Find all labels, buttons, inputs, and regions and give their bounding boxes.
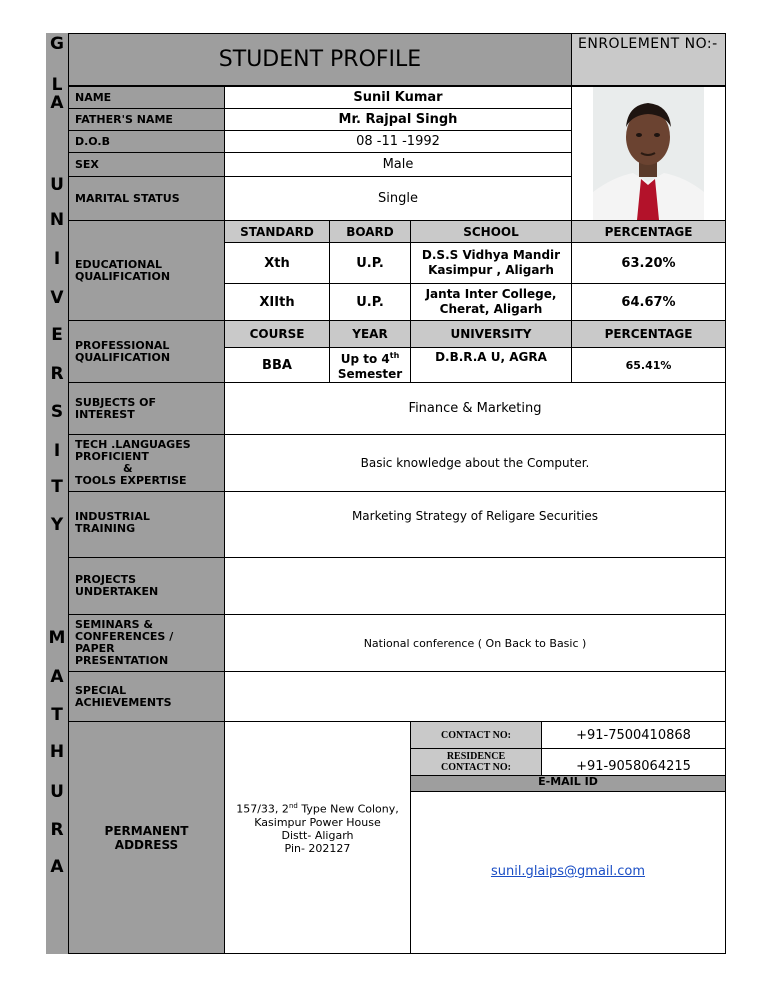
- edu-row1-standard: Xth: [224, 242, 330, 284]
- label-marital-status: MARITAL STATUS: [68, 176, 225, 221]
- email-label: E-MAIL ID: [410, 775, 726, 792]
- address-line1-post: Type New Colony,: [297, 802, 399, 816]
- prof-percentage: 65.41%: [571, 347, 726, 383]
- email-link[interactable]: sunil.glaips@gmail.com: [490, 864, 646, 879]
- label-prof-line2: QUALIFICATION: [75, 350, 171, 364]
- label-tech-line3: &: [123, 462, 133, 475]
- address-line4: Pin- 202127: [284, 841, 351, 855]
- label-spec-line1: SPECIAL: [75, 683, 127, 697]
- side-letter: L: [51, 75, 63, 95]
- side-letter: U: [50, 782, 64, 802]
- side-letter: S: [50, 402, 64, 422]
- label-projects-undertaken: [68, 557, 225, 615]
- value-seminars: National conference ( On Back to Basic ): [224, 614, 726, 672]
- residence-label-line1: RESIDENCE: [446, 751, 506, 762]
- edu-header-standard: STANDARD: [224, 220, 330, 243]
- edu-row2-school: [410, 283, 572, 321]
- residence-label-line2: CONTACT NO:: [441, 762, 511, 773]
- prof-header-course: COURSE: [224, 320, 330, 348]
- address-block: [226, 800, 409, 855]
- value-name: Sunil Kumar: [224, 86, 572, 109]
- side-letter: G: [50, 34, 64, 54]
- side-letter: A: [50, 667, 64, 687]
- label-ind-line2: TRAINING: [75, 522, 136, 535]
- value-sex: Male: [224, 152, 572, 177]
- label-perm-line2: ADDRESS: [114, 837, 179, 852]
- edu-header-board: BOARD: [329, 220, 411, 243]
- side-letter: T: [51, 705, 63, 725]
- label-subj-line1: SUBJECTS OF: [75, 395, 157, 409]
- label-perm-line1: PERMANENT: [104, 823, 189, 838]
- edu-row1-school-line1: D.S.S Vidhya Mandir: [421, 248, 561, 262]
- page-title-text: STUDENT PROFILE: [218, 47, 422, 72]
- label-special-achievements: [68, 671, 225, 722]
- label-prof-line1: PROFESSIONAL: [75, 338, 170, 352]
- enrolment-label: ENROLEMENT NO:-: [578, 36, 718, 52]
- side-letter: R: [50, 364, 64, 384]
- value-marital-status: Single: [224, 176, 572, 221]
- prof-year-pre: Up to 4: [340, 352, 390, 366]
- residence-value: +91-9058064215: [541, 748, 726, 776]
- side-letter: M: [48, 628, 66, 648]
- address-line2: Kasimpur Power House: [254, 815, 381, 829]
- prof-course: BBA: [224, 347, 330, 383]
- side-letter: A: [50, 93, 64, 113]
- address-line1-pre: 157/33, 2: [236, 802, 289, 816]
- prof-university: D.B.R.A U, AGRA: [410, 347, 572, 383]
- value-subjects-of-interest: Finance & Marketing: [224, 382, 726, 435]
- side-letter: I: [53, 441, 61, 461]
- side-letter: A: [50, 857, 64, 877]
- label-proj-line1: PROJECTS: [75, 573, 136, 586]
- label-sem-line3: PAPER: [75, 642, 115, 655]
- label-name: NAME: [68, 86, 225, 109]
- label-tech-line4: TOOLS EXPERTISE: [75, 474, 187, 487]
- prof-header-percentage: PERCENTAGE: [571, 320, 726, 348]
- edu-header-school: SCHOOL: [410, 220, 572, 243]
- prof-year: [329, 347, 411, 383]
- page-title: [68, 33, 572, 86]
- enrolment-box: [571, 33, 726, 86]
- edu-row2-percentage: 64.67%: [571, 283, 726, 321]
- prof-year-line2: Semester: [337, 367, 403, 381]
- label-sex: SEX: [68, 152, 225, 177]
- edu-row1-school-line2: Kasimpur , Aligarh: [428, 263, 554, 277]
- label-proj-line2: UNDERTAKEN: [75, 585, 159, 598]
- residence-label: [410, 748, 542, 776]
- side-letter: R: [50, 820, 64, 840]
- label-seminars: [68, 614, 225, 672]
- label-spec-line2: ACHIEVEMENTS: [75, 695, 172, 709]
- edu-row2-school-line2: Cherat, Aligarh: [439, 302, 543, 316]
- address-line1-sup: nd: [288, 802, 298, 810]
- edu-row1-school: [410, 242, 572, 284]
- edu-row2-school-line1: Janta Inter College,: [425, 287, 557, 301]
- label-edu-line1: EDUCATIONAL: [75, 257, 162, 271]
- label-sem-line4: PRESENTATION: [75, 654, 169, 667]
- value-industrial-training: Marketing Strategy of Religare Securities: [224, 491, 726, 558]
- contact-label: CONTACT NO:: [410, 721, 542, 749]
- edu-row2-standard: XIIth: [224, 283, 330, 321]
- student-photo: [593, 87, 704, 220]
- value-father-name: Mr. Rajpal Singh: [224, 108, 572, 131]
- prof-header-year: YEAR: [329, 320, 411, 348]
- label-tech-languages: [68, 434, 225, 492]
- label-tech-line2: PROFICIENT: [75, 450, 149, 463]
- side-letter: U: [50, 175, 64, 195]
- edu-row1-percentage: 63.20%: [571, 242, 726, 284]
- label-subj-line2: INTEREST: [75, 407, 135, 421]
- label-tech-line1: TECH .LANGUAGES: [75, 438, 191, 451]
- label-sem-line2: CONFERENCES /: [75, 630, 174, 643]
- contact-value: +91-7500410868: [541, 721, 726, 749]
- label-dob: D.O.B: [68, 130, 225, 153]
- edu-row2-board: U.P.: [329, 283, 411, 321]
- label-sem-line1: SEMINARS &: [75, 618, 154, 631]
- edu-row1-board: U.P.: [329, 242, 411, 284]
- label-industrial-training: [68, 491, 225, 558]
- address-line3: Distt- Aligarh: [281, 828, 354, 842]
- label-edu-line2: QUALIFICATION: [75, 269, 171, 283]
- label-permanent-address: [68, 721, 225, 954]
- address-line1: [226, 800, 409, 816]
- side-letter: Y: [50, 515, 64, 535]
- side-letter: E: [51, 325, 63, 345]
- prof-header-university: UNIVERSITY: [410, 320, 572, 348]
- edu-header-percentage: PERCENTAGE: [571, 220, 726, 243]
- label-educational-qualification: [68, 220, 225, 321]
- label-father-name: FATHER'S NAME: [68, 108, 225, 131]
- value-projects-undertaken: [224, 557, 726, 615]
- prof-year-line1: [341, 348, 400, 367]
- person-photo-icon: [593, 87, 704, 220]
- value-tech-languages: Basic knowledge about the Computer.: [224, 434, 726, 492]
- prof-year-sup: th: [389, 351, 400, 360]
- side-letter: T: [51, 477, 63, 497]
- side-letter: H: [49, 742, 65, 762]
- value-special-achievements: [224, 671, 726, 722]
- value-dob: 08 -11 -1992: [224, 130, 572, 153]
- label-professional-qualification: [68, 320, 225, 383]
- label-subjects-of-interest: [68, 382, 225, 435]
- side-letter: N: [49, 210, 65, 230]
- label-ind-line1: INDUSTRIAL: [75, 510, 150, 523]
- side-letter: V: [50, 288, 64, 308]
- side-letter: I: [53, 249, 61, 269]
